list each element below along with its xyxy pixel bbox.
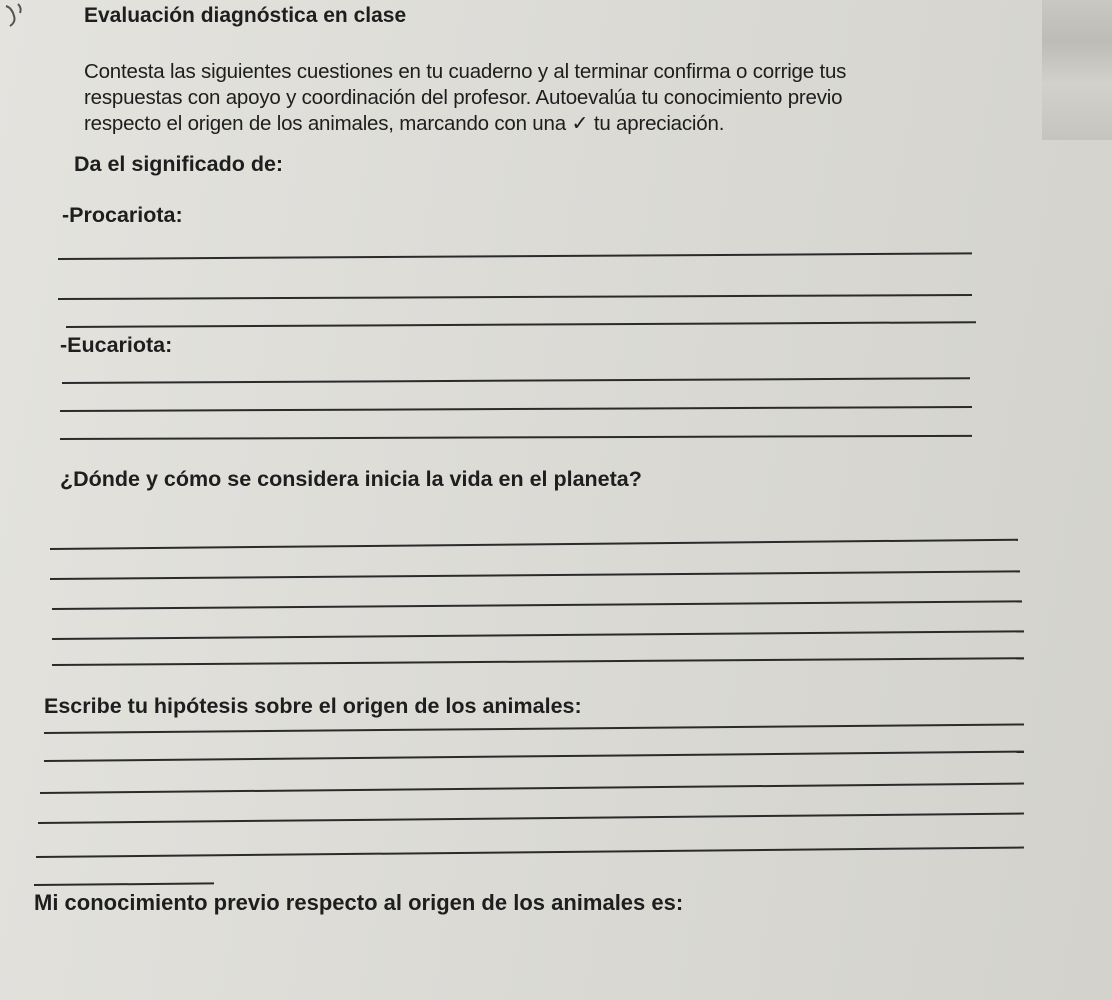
answer-line-hipotesis-3[interactable] — [40, 783, 1024, 794]
answer-line-hipotesis-4[interactable] — [38, 813, 1024, 824]
instructions-line-1: Contesta las siguientes cuestiones en tu cuaderno y al terminar confirma o corrige tus — [84, 60, 847, 83]
answer-line-hipotesis-1[interactable] — [44, 723, 1024, 734]
page-corner-mark — [0, 0, 46, 46]
section-heading-significado: Da el significado de: — [74, 152, 284, 176]
answer-line-vida-1[interactable] — [50, 539, 1018, 550]
answer-line-vida-2[interactable] — [50, 570, 1020, 580]
answer-line-hipotesis-5[interactable] — [36, 847, 1024, 858]
question-conocimiento-previo: Mi conocimiento previo respecto al origen de los animales es: — [34, 890, 684, 915]
answer-line-eucariota-3[interactable] — [60, 435, 972, 440]
answer-line-vida-5[interactable] — [52, 657, 1024, 666]
answer-line-eucariota-2[interactable] — [60, 406, 972, 412]
instructions-line-2: respuestas con apoyo y coordinación del profesor. Autoevalúa tu conocimiento previo — [84, 86, 843, 109]
term-procariota: -Procariota: — [62, 203, 183, 227]
answer-line-procariota-3[interactable] — [66, 321, 976, 328]
answer-line-hipotesis-2[interactable] — [44, 751, 1024, 762]
question-inicio-vida: ¿Dónde y cómo se considera inicia la vida en el planeta? — [60, 467, 642, 491]
page-edge-shadow — [1042, 0, 1112, 140]
term-eucariota: -Eucariota: — [60, 333, 173, 357]
answer-line-procariota-1[interactable] — [58, 252, 972, 260]
answer-line-hipotesis-6[interactable] — [34, 882, 214, 886]
answer-line-procariota-2[interactable] — [58, 294, 972, 300]
answer-line-vida-3[interactable] — [52, 600, 1022, 610]
instructions-line-3: respecto el origen de los animales, marcando con una ✓ tu apreciación. — [84, 112, 725, 135]
worksheet-title: Evaluación diagnóstica en clase — [84, 4, 407, 27]
answer-line-vida-4[interactable] — [52, 630, 1024, 640]
question-hipotesis: Escribe tu hipótesis sobre el origen de los animales: — [44, 694, 582, 718]
answer-line-eucariota-1[interactable] — [62, 377, 970, 384]
